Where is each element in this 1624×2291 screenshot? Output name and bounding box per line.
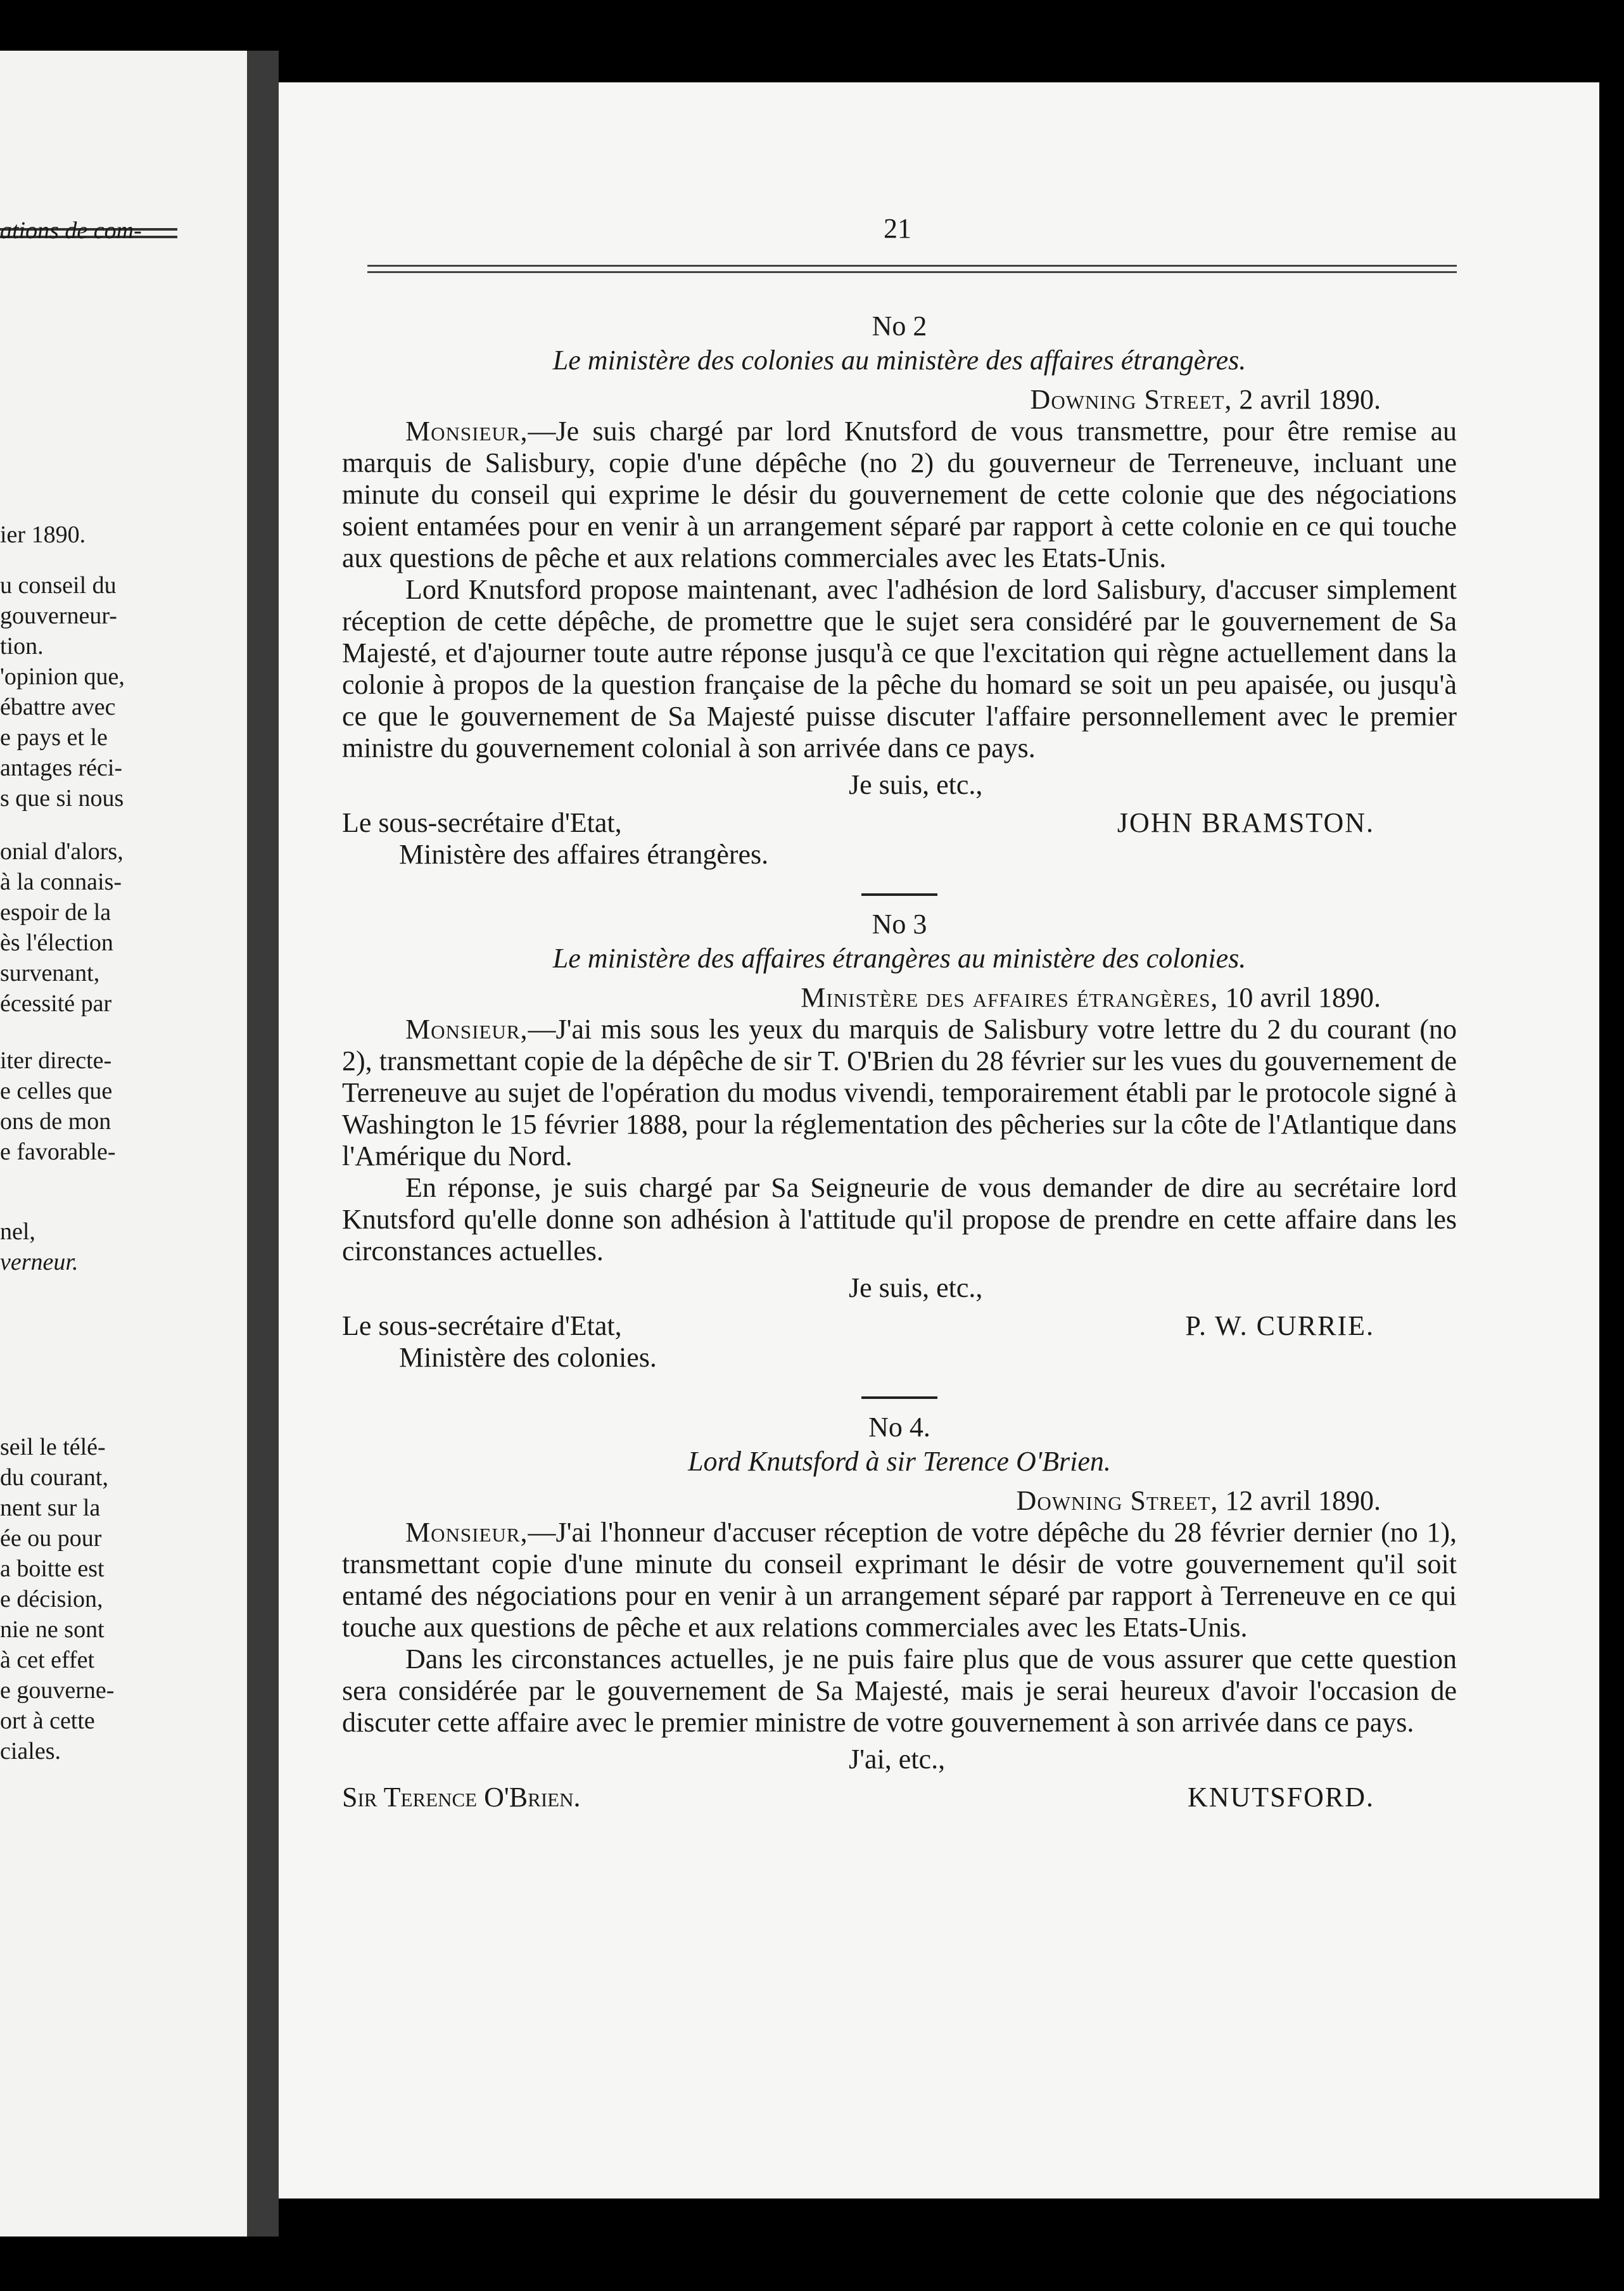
left-page-line: ort à cette — [0, 1707, 95, 1734]
left-page-line: verneur. — [0, 1249, 79, 1275]
signature-block — [342, 1310, 1457, 1380]
letter-no-3 — [342, 909, 1457, 1380]
left-page-line: espoir de la — [0, 899, 111, 926]
letter-salutation: Monsieur, — [405, 1014, 528, 1045]
left-page-line: e pays et le — [0, 724, 108, 751]
addressee-line1: Le sous-secrétaire d'Etat, — [342, 807, 622, 838]
letter-dateline — [342, 384, 1457, 416]
letter-title: Le ministère des affaires étrangères au ministère des colonies. — [552, 943, 1247, 974]
letter-signature: KNUTSFORD. — [1187, 1782, 1374, 1813]
signature-block — [342, 807, 1457, 877]
addressee-line2: Ministère des affaires étrangères. — [399, 839, 769, 870]
addressee-line2: Ministère des colonies. — [399, 1342, 657, 1373]
left-page-line: à la connais- — [0, 869, 122, 895]
left-page-line: ons de mon — [0, 1108, 111, 1135]
left-page-line: nel, — [0, 1218, 35, 1245]
letter-dateline — [342, 982, 1457, 1014]
letter-paragraph: Monsieur,—Je suis chargé par lord Knutsford de vous transmettre, pour être remise au marquis de Salisbury, copie d'une dépêche (no 2) du gouverneur de Terreneuve, incluant une minute du conseil qui exprime le désir du gouvernement de cette colonie que des négociations soient entamées pour en venir à un arrangement séparé par rapport à cette colonie en ce qui touche aux questions de pêche et aux relations commerciales avec les Etats-Unis. — [342, 416, 1457, 573]
letter-dateline — [342, 1485, 1457, 1517]
addressee-line1: Le sous-secrétaire d'Etat, — [342, 1310, 622, 1341]
left-page-line: s que si nous — [0, 785, 124, 812]
left-page-line: u conseil du — [0, 572, 117, 599]
letter-salutation: Monsieur, — [405, 416, 528, 447]
letter-closing: Je suis, etc., — [849, 769, 983, 800]
letter-number: No 4. — [868, 1412, 930, 1443]
letter-number: No 3 — [872, 909, 927, 940]
letter-place: Downing Street, — [1030, 384, 1233, 415]
left-page-line: e celles que — [0, 1078, 113, 1104]
letter-paragraph: Monsieur,—J'ai mis sous les yeux du marquis de Salisbury votre lettre du 2 du courant (no 2), transmettant copie de la dépêche de sir T. O'Brien du 28 février sur les vues du gouvernement de Terreneuve au sujet de l'opération du modus vivendi, temporairement établi par le protocole signé à Washington le 15 février 1888, pour la réglementation des pêcheries sur la côte de l'Atlantique dans l'Amérique du Nord. — [342, 1014, 1457, 1171]
left-page-line: ciales. — [0, 1738, 61, 1765]
letter-no-4 — [342, 1412, 1457, 1851]
book-gutter — [247, 51, 279, 2237]
left-page-line: nent sur la — [0, 1495, 101, 1521]
left-page-line: ébattre avec — [0, 694, 116, 720]
header-rule — [367, 265, 1457, 267]
left-page-line: du courant, — [0, 1464, 108, 1491]
left-page-line: ations de com- — [0, 217, 142, 244]
letter-closing: Je suis, etc., — [849, 1272, 983, 1303]
letter-no-2 — [342, 310, 1457, 877]
left-page-line: 'opinion que, — [0, 663, 125, 690]
letter-salutation: Monsieur, — [405, 1517, 528, 1548]
letter-signature: JOHN BRAMSTON. — [1117, 807, 1374, 838]
left-page-line: gouverneur- — [0, 603, 117, 629]
left-page-line: seil le télé- — [0, 1434, 106, 1460]
left-page-line: e gouverne- — [0, 1677, 115, 1704]
letter-paragraph: Dans les circonstances actuelles, je ne puis faire plus que de vous assurer que cette question sera considérée par le gouvernement de Sa Majesté, mais je serai heureux d'avoir l'occasion de discuter cette affaire avec le premier ministre de votre gouvernement à son arrivée dans ce pays. — [342, 1643, 1457, 1738]
letter-date: 2 avril 1890. — [1239, 384, 1381, 415]
left-page-line: nie ne sont — [0, 1616, 105, 1643]
letter-title: Lord Knutsford à sir Terence O'Brien. — [688, 1446, 1111, 1477]
left-page-line: e décision, — [0, 1586, 103, 1612]
page-content — [342, 310, 1457, 1851]
letter-place: Downing Street, — [1016, 1485, 1219, 1516]
letter-paragraph: Lord Knutsford propose maintenant, avec l'adhésion de lord Salisbury, d'accuser simplement réception de cette dépêche, de promettre que le sujet sera considéré par le gouvernement de Sa Majesté, et d'ajourner toute autre réponse jusqu'à ce que l'excitation qui règne actuellement dans la colonie à propos de la question française de la pêche du homard se soit un peu apaisée, ou jusqu'à ce que le gouvernement de Sa Majesté puisse discuter l'affaire personnellement avec le premier ministre du gouvernement colonial à son arrivée dans ce pays. — [342, 574, 1457, 763]
letter-date: 12 avril 1890. — [1225, 1485, 1381, 1516]
left-page-line: écessité par — [0, 990, 112, 1017]
page-number: 21 — [884, 213, 911, 244]
left-page — [0, 51, 247, 2237]
signature-block — [342, 1782, 1457, 1851]
left-page-line: e favorable- — [0, 1139, 116, 1165]
left-page-line: survenant, — [0, 960, 100, 986]
left-page-line: à cet effet — [0, 1647, 95, 1673]
addressee-line1: Sir Terence O'Brien. — [342, 1782, 581, 1813]
left-page-line: ès l'élection — [0, 929, 113, 956]
left-page-line: ée ou pour — [0, 1525, 102, 1552]
letter-number: No 2 — [872, 310, 927, 341]
header-rule — [367, 271, 1457, 273]
left-page-line: antages réci- — [0, 755, 123, 781]
letter-title: Le ministère des colonies au ministère des affaires étrangères. — [552, 345, 1247, 376]
left-page-line: tion. — [0, 633, 44, 660]
letter-closing: J'ai, etc., — [849, 1744, 946, 1775]
letter-signature: P. W. CURRIE. — [1185, 1310, 1374, 1341]
separator — [861, 1396, 937, 1399]
left-page-line: ier 1890. — [0, 521, 86, 548]
letter-paragraph: Monsieur,—J'ai l'honneur d'accuser réception de votre dépêche du 28 février dernier (no 1), transmettant copie d'une minute du conseil exprimant le désir de votre gouvernement qu'il soit entamé des négociations pour en venir à un arrangement séparé par rapport à Terreneuve en ce qui touche aux questions de pêche et aux relations commerciales avec les Etats-Unis. — [342, 1517, 1457, 1643]
left-page-line: a boitte est — [0, 1555, 105, 1582]
separator — [861, 893, 937, 896]
letter-date: 10 avril 1890. — [1225, 982, 1381, 1013]
left-page-line: onial d'alors, — [0, 838, 124, 865]
left-page-line: iter directe- — [0, 1047, 112, 1074]
letter-paragraph: En réponse, je suis chargé par Sa Seigneurie de vous demander de dire au secrétaire lord Knutsford qu'elle donne son adhésion à l'attitude qu'il propose de prendre en cette affaire dans les circonstances actuelles. — [342, 1172, 1457, 1267]
letter-place: Ministère des affaires étrangères, — [801, 982, 1219, 1013]
